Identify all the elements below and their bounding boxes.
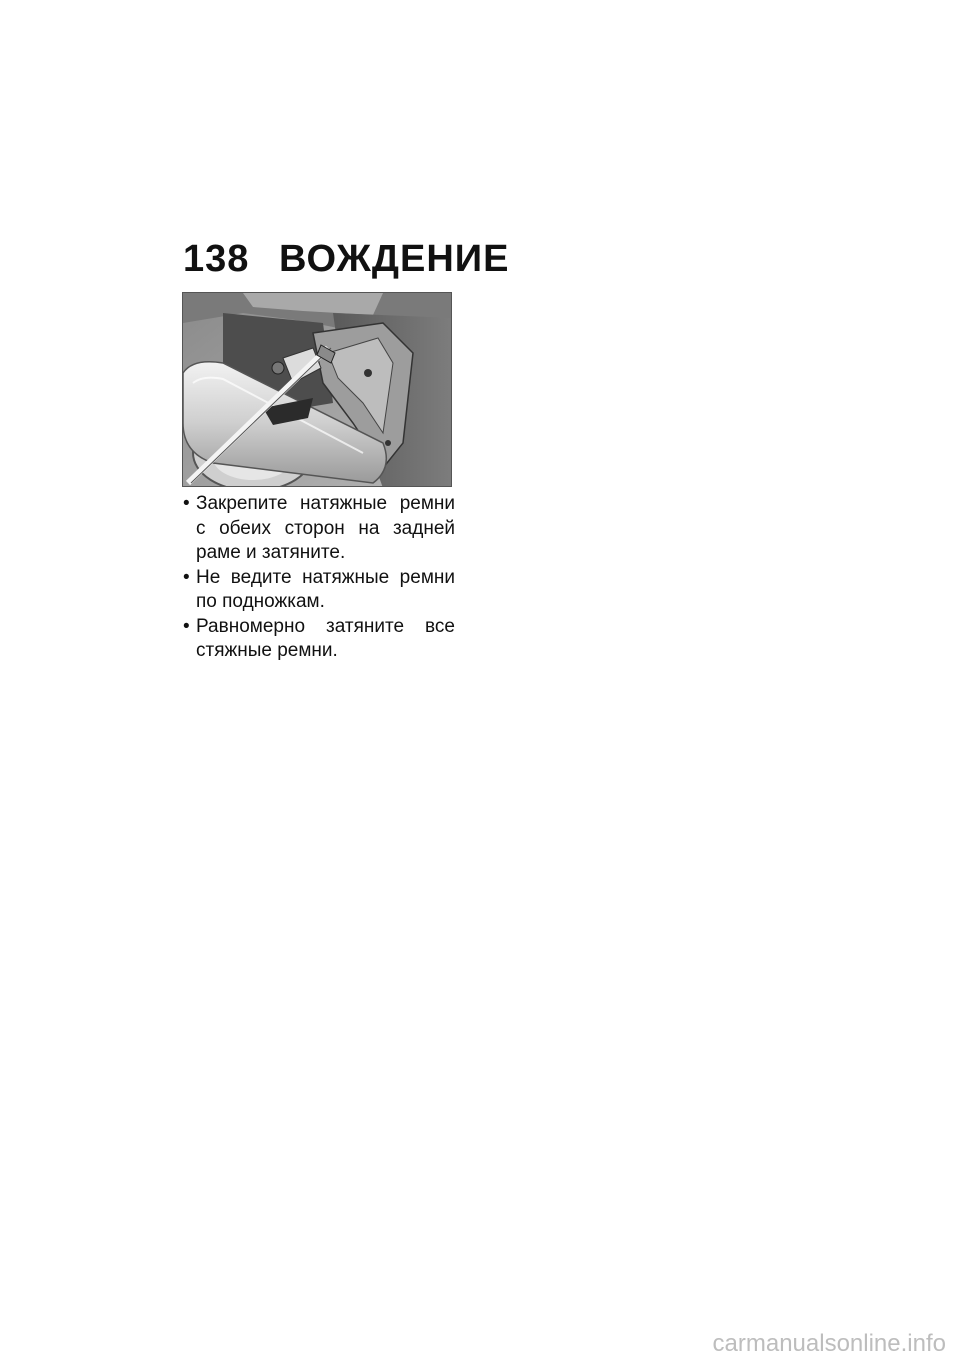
list-item [183, 566, 455, 615]
list-item [183, 492, 455, 566]
list-item-text: Равномерно затяните все стяжные ремни. [196, 615, 455, 661]
bullet-marker: • [183, 566, 190, 588]
section-title: ВОЖДЕНИЕ [279, 238, 510, 280]
page-number: 138 [183, 238, 250, 280]
list-item-text: Закрепите натяжные ремни с обеих сторон на задней раме и затяните. [196, 493, 455, 563]
motorcycle-illustration [183, 293, 452, 487]
page-header [183, 238, 510, 280]
list-item [183, 615, 455, 664]
list-item-text: Не ведите натяжные ремни по подножкам. [196, 566, 455, 612]
motorcycle-strap-figure [182, 292, 452, 487]
watermark: carmanualsonline.info [712, 1330, 946, 1357]
bullet-marker: • [183, 493, 190, 514]
bullet-marker: • [183, 615, 190, 637]
instruction-list [183, 492, 455, 664]
